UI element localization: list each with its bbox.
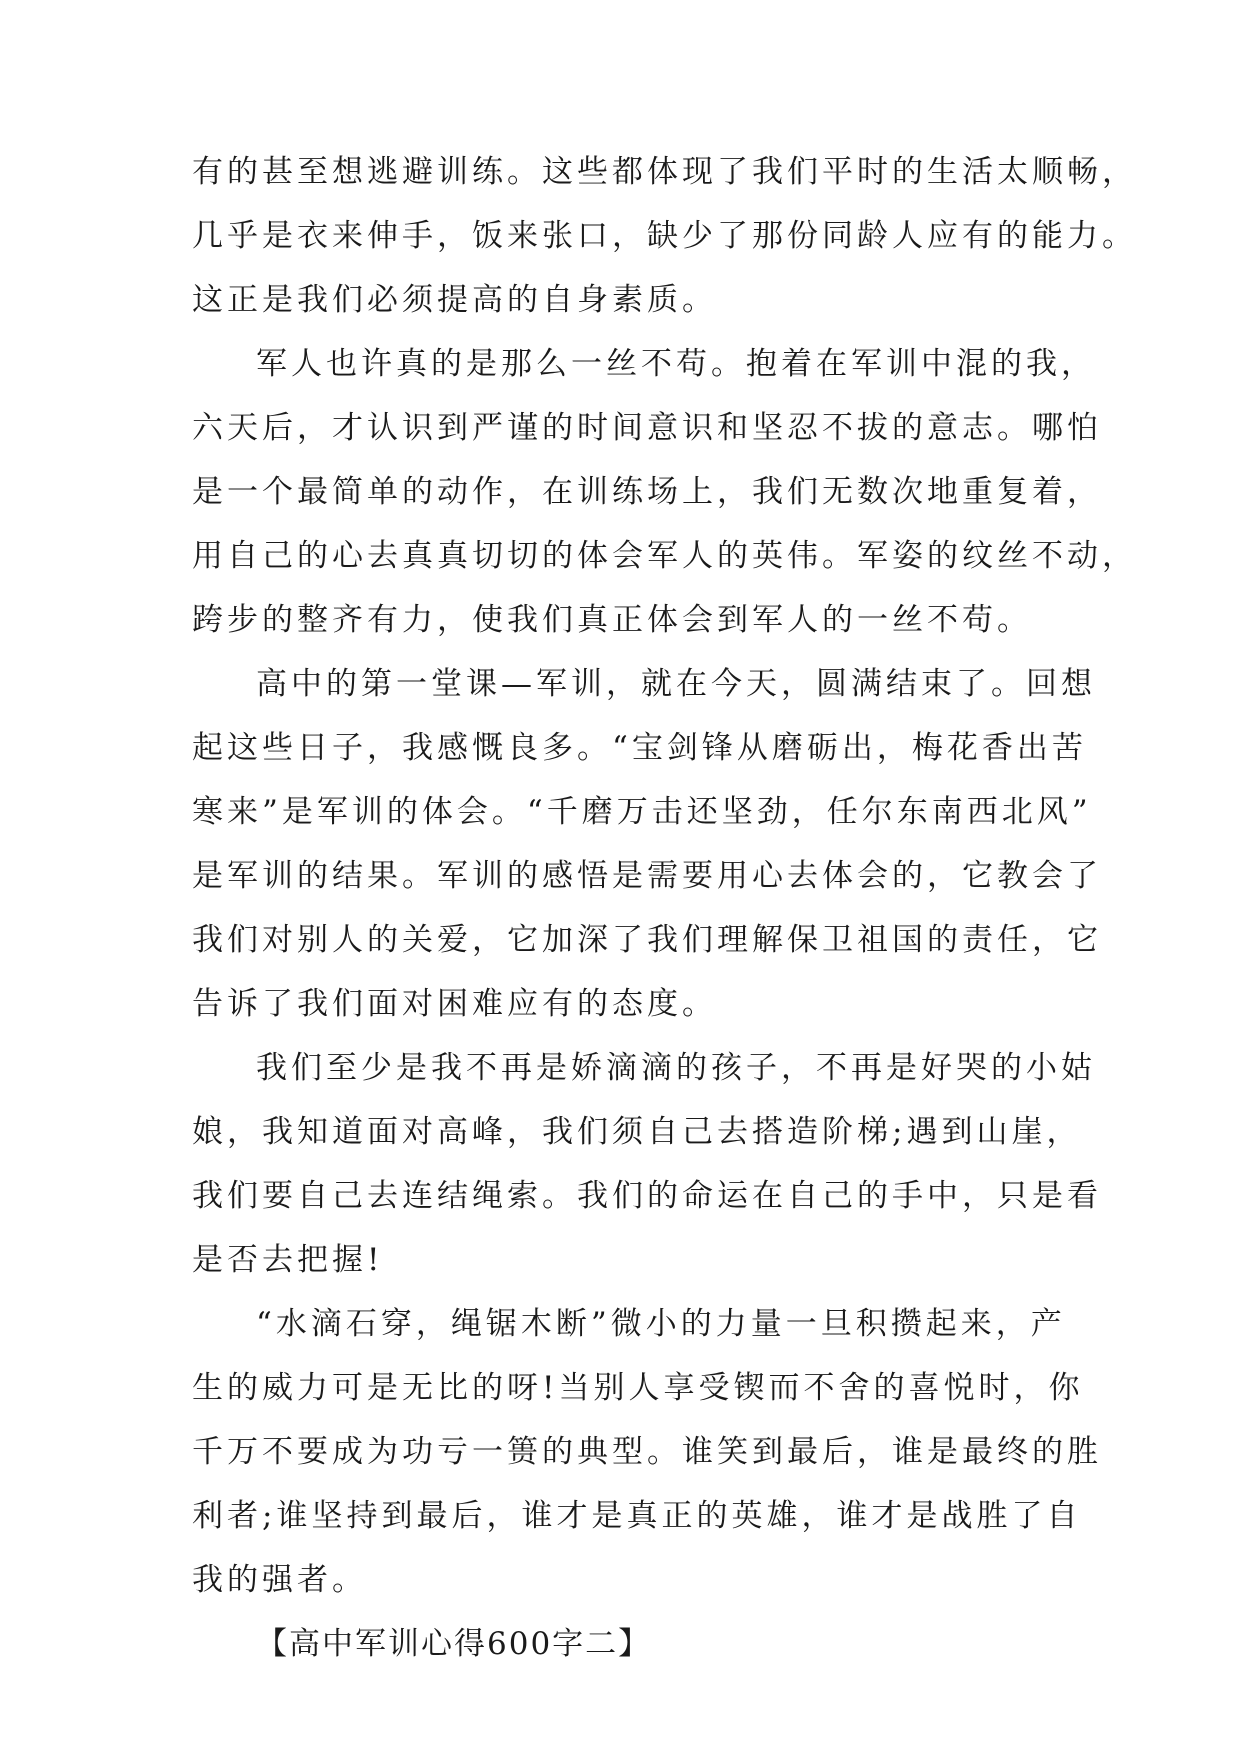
- text-line: 是军训的结果。军训的感悟是需要用心去体会的，它教会了: [192, 858, 1102, 894]
- paragraph-first-line: 高中的第一堂课—军训，就在今天，圆满结束了。回想: [256, 666, 1096, 702]
- paragraph-first-line: 军人也许真的是那么一丝不苟。抱着在军训中混的我，: [256, 346, 1096, 382]
- text-line: 有的甚至想逃避训练。这些都体现了我们平时的生活太顺畅，: [192, 154, 1137, 190]
- text-line: 是一个最简单的动作，在训练场上，我们无数次地重复着，: [192, 474, 1102, 510]
- paragraph-first-line: 我们至少是我不再是娇滴滴的孩子，不再是好哭的小姑: [256, 1050, 1096, 1086]
- text-line: 我们要自己去连结绳索。我们的命运在自己的手中，只是看: [192, 1178, 1102, 1214]
- text-line: 跨步的整齐有力，使我们真正体会到军人的一丝不苟。: [192, 602, 1032, 638]
- text-line: 几乎是衣来伸手，饭来张口，缺少了那份同龄人应有的能力。: [192, 218, 1137, 254]
- text-line: 告诉了我们面对困难应有的态度。: [192, 986, 717, 1022]
- text-line: 生的威力可是无比的呀!当别人享受锲而不舍的喜悦时，你: [192, 1370, 1084, 1406]
- text-line: 是否去把握!: [192, 1242, 384, 1278]
- text-line: 寒来”是军训的体会。“千磨万击还坚劲，任尔东南西北风”: [192, 794, 1092, 830]
- text-line: 这正是我们必须提高的自身素质。: [192, 282, 717, 318]
- text-line: 我的强者。: [192, 1562, 367, 1598]
- text-line: 千万不要成为功亏一篑的典型。谁笑到最后，谁是最终的胜: [192, 1434, 1102, 1470]
- text-line: 六天后，才认识到严谨的时间意识和坚忍不拔的意志。哪怕: [192, 410, 1102, 446]
- text-line: 起这些日子，我感慨良多。“宝剑锋从磨砺出，梅花香出苦: [192, 730, 1087, 766]
- text-line: 利者;谁坚持到最后，谁才是真正的英雄，谁才是战胜了自: [192, 1498, 1082, 1534]
- section-heading: 【高中军训心得600字二】: [256, 1626, 652, 1662]
- paragraph-first-line: “水滴石穿，绳锯木断”微小的力量一旦积攒起来，产: [256, 1306, 1066, 1342]
- text-line: 用自己的心去真真切切的体会军人的英伟。军姿的纹丝不动，: [192, 538, 1137, 574]
- text-line: 我们对别人的关爱，它加深了我们理解保卫祖国的责任，它: [192, 922, 1102, 958]
- text-line: 娘，我知道面对高峰，我们须自己去搭造阶梯;遇到山崖，: [192, 1114, 1082, 1150]
